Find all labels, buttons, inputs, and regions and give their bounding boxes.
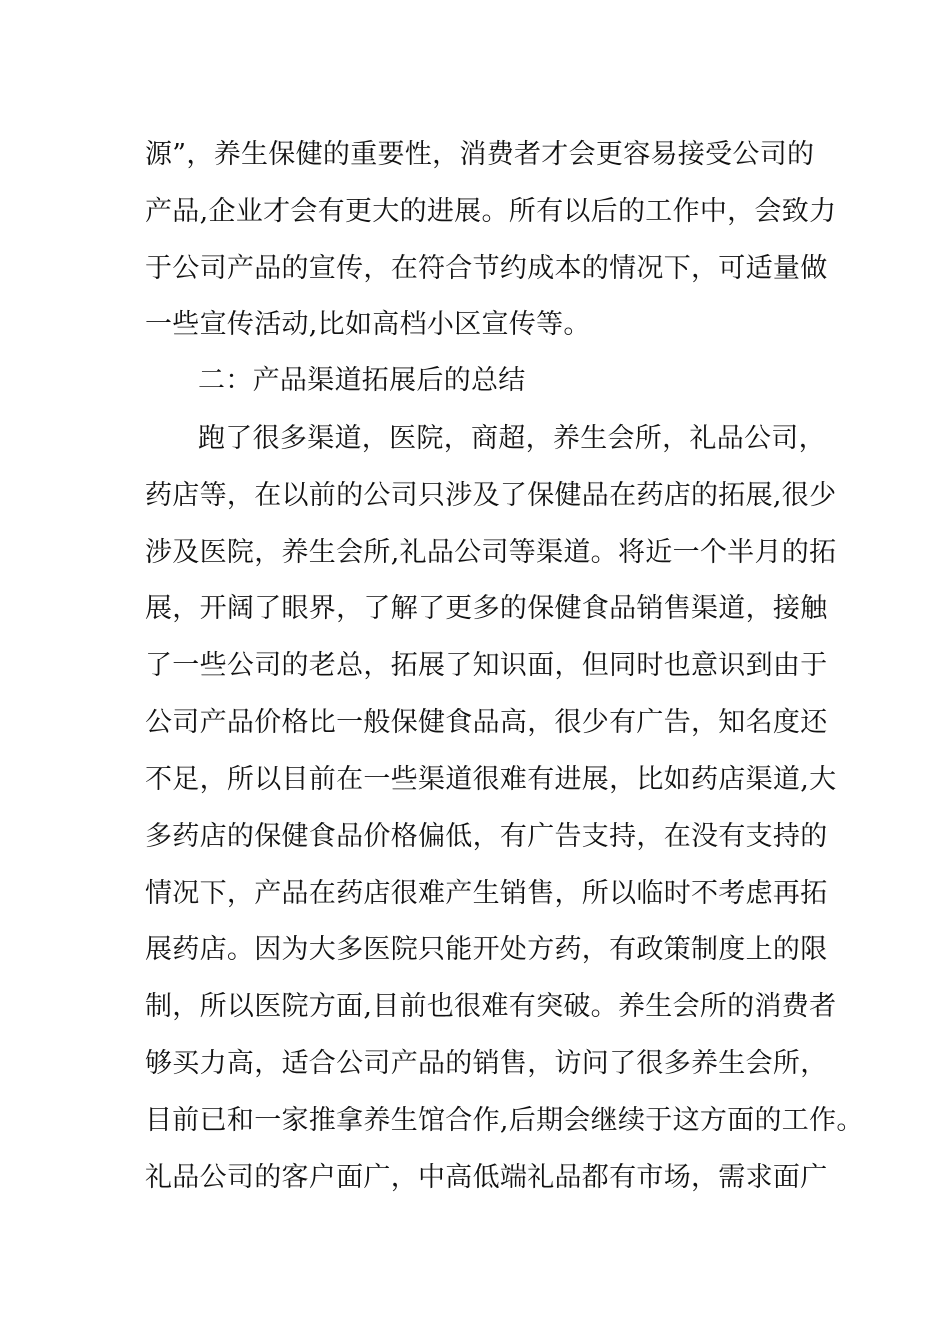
- text-line: 展药店。因为大多医院只能开处方药，有政策制度上的限: [145, 934, 828, 965]
- text-line: 情况下，产品在药店很难产生销售，所以临时不考虑再拓: [145, 878, 828, 909]
- text-line: 于公司产品的宣传，在符合节约成本的情况下，可适量做: [145, 253, 828, 284]
- text-line: 不足，所以目前在一些渠道很难有进展，比如药店渠道,大: [145, 764, 837, 795]
- text-line: 了一些公司的老总，拓展了知识面，但同时也意识到由于: [145, 650, 828, 681]
- text-line: 跑了很多渠道，医院，商超，养生会所，礼品公司，: [198, 423, 826, 454]
- text-line: 制，所以医院方面,目前也很难有突破。养生会所的消费者: [145, 991, 837, 1022]
- text-line: 产品,企业才会有更大的进展。所有以后的工作中，会致力: [145, 196, 837, 227]
- section-heading: 二：产品渠道拓展后的总结: [198, 365, 526, 396]
- text-line: 一些宣传活动,比如高档小区宣传等。: [145, 309, 591, 340]
- text-line: 药店等，在以前的公司只涉及了保健品在药店的拓展,很少: [145, 480, 837, 511]
- text-line: 展，开阔了眼界，了解了更多的保健食品销售渠道，接触: [145, 593, 828, 624]
- text-line: 目前已和一家推拿养生馆合作,后期会继续于这方面的工作。: [145, 1105, 864, 1136]
- text-line: 源”，养生保健的重要性，消费者才会更容易接受公司的: [145, 139, 815, 170]
- text-line: 够买力高，适合公司产品的销售，访问了很多养生会所，: [145, 1048, 828, 1079]
- text-line: 涉及医院，养生会所,礼品公司等渠道。将近一个半月的拓: [145, 537, 837, 568]
- text-line: 多药店的保健食品价格偏低，有广告支持，在没有支持的: [145, 821, 828, 852]
- text-line: 公司产品价格比一般保健食品高，很少有广告，知名度还: [145, 707, 828, 738]
- text-line: 礼品公司的客户面广，中高低端礼品都有市场，需求面广: [145, 1162, 828, 1193]
